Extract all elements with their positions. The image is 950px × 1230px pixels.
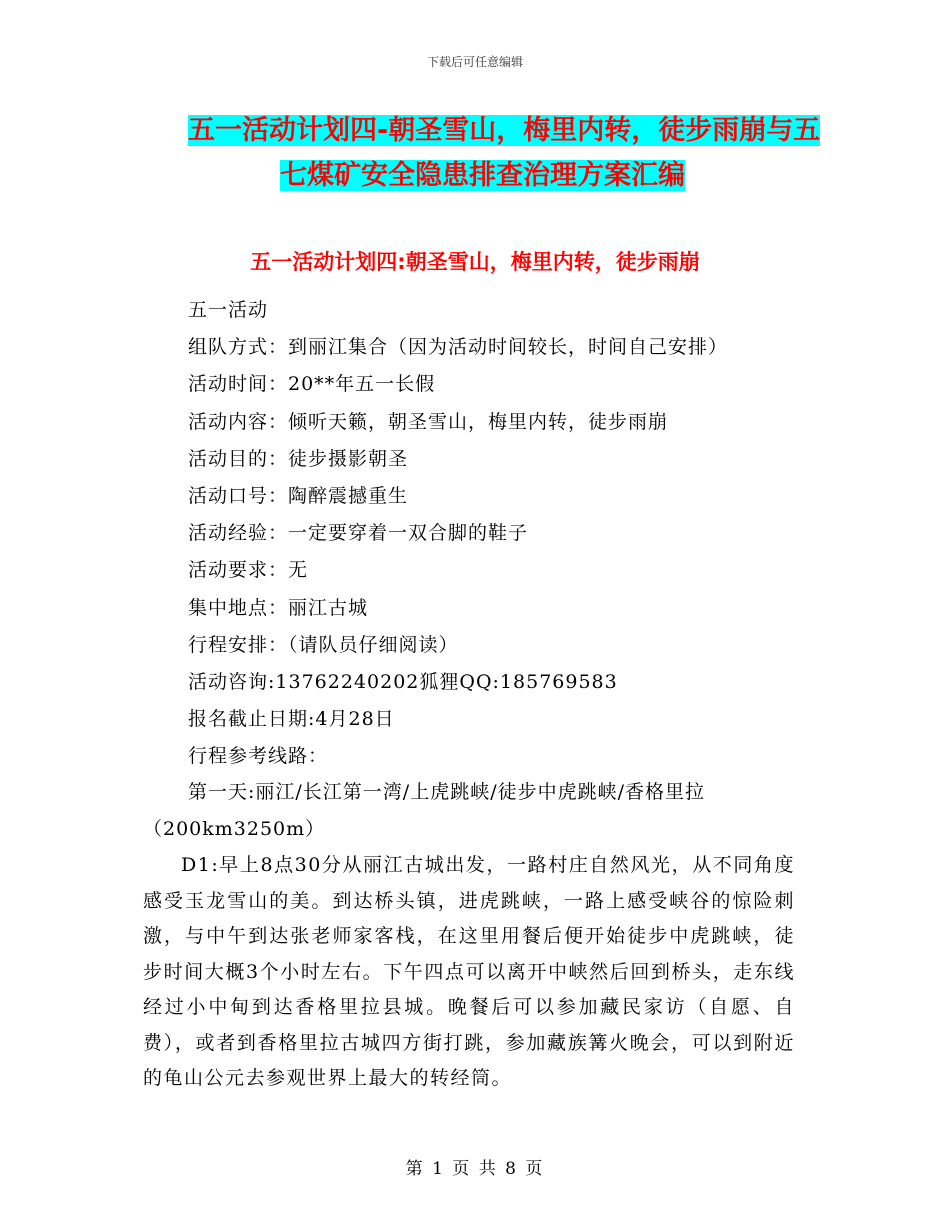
activity-info-list bbox=[188, 292, 808, 776]
page-footer: 第 1 页 共 8 页 bbox=[405, 1159, 545, 1179]
info-row: 报名截止日期:4月28日 bbox=[188, 708, 395, 731]
section-title: 五一活动计划四:朝圣雪山，梅里内转，徒步雨崩 bbox=[250, 250, 700, 274]
info-row: 集中地点：丽江古城 bbox=[188, 596, 369, 619]
info-row: 活动时间：20**年五一长假 bbox=[188, 373, 436, 396]
day-1-paragraph: D1:早上8点30分从丽江古城出发，一路村庄自然风光，从不同角度感受玉龙雪山的美。到达桥头镇，进虎跳峡，一路上感受峡谷的惊险刺激，与中午到达张老师家客栈，在这里用餐后便开始徒步中虎跳峡，徒步时间大概3个小时左右。下午四点可以离开中峡然后回到桥头，走东线经过小中甸到达香格里拉县城。晚餐后可以参加藏民家访（自愿、自费），或者到香格里拉古城四方街打跳，参加藏族篝火晚会，可以到附近的龟山公元去参观世界上最大的转经筒。 bbox=[143, 854, 795, 1089]
info-row: 活动咨询:13762240202狐狸QQ:185769583 bbox=[188, 671, 618, 694]
document-title bbox=[140, 108, 830, 198]
info-row: 活动经验：一定要穿着一双合脚的鞋子 bbox=[188, 522, 529, 545]
document-title-line-2: 七煤矿安全隐患排查治理方案汇编 bbox=[280, 160, 685, 191]
info-row: 活动要求：无 bbox=[188, 559, 309, 582]
info-row: 活动内容：倾听天籁，朝圣雪山，梅里内转，徒步雨崩 bbox=[188, 410, 669, 433]
route-day-1 bbox=[143, 774, 803, 848]
route-day-1-distance: （200km3250m） bbox=[143, 818, 326, 841]
info-row: 活动口号：陶醉震撼重生 bbox=[188, 485, 409, 508]
info-row: 五一活动 bbox=[188, 299, 269, 321]
info-row: 行程参考线路： bbox=[188, 745, 329, 768]
page-header-note: 下载后可任意编辑 bbox=[426, 55, 523, 69]
info-row: 组队方式：到丽江集合（因为活动时间较长，时间自己安排） bbox=[188, 336, 729, 359]
info-row: 活动目的：徒步摄影朝圣 bbox=[188, 447, 409, 470]
route-day-1-line: 第一天:丽江/长江第一湾/上虎跳峡/徒步中虎跳峡/香格里拉 bbox=[188, 781, 706, 803]
document-title-line-1: 五一活动计划四-朝圣雪山，梅里内转，徒步雨崩与五 bbox=[188, 115, 821, 146]
info-row: 行程安排：（请队员仔细阅读） bbox=[188, 633, 459, 656]
